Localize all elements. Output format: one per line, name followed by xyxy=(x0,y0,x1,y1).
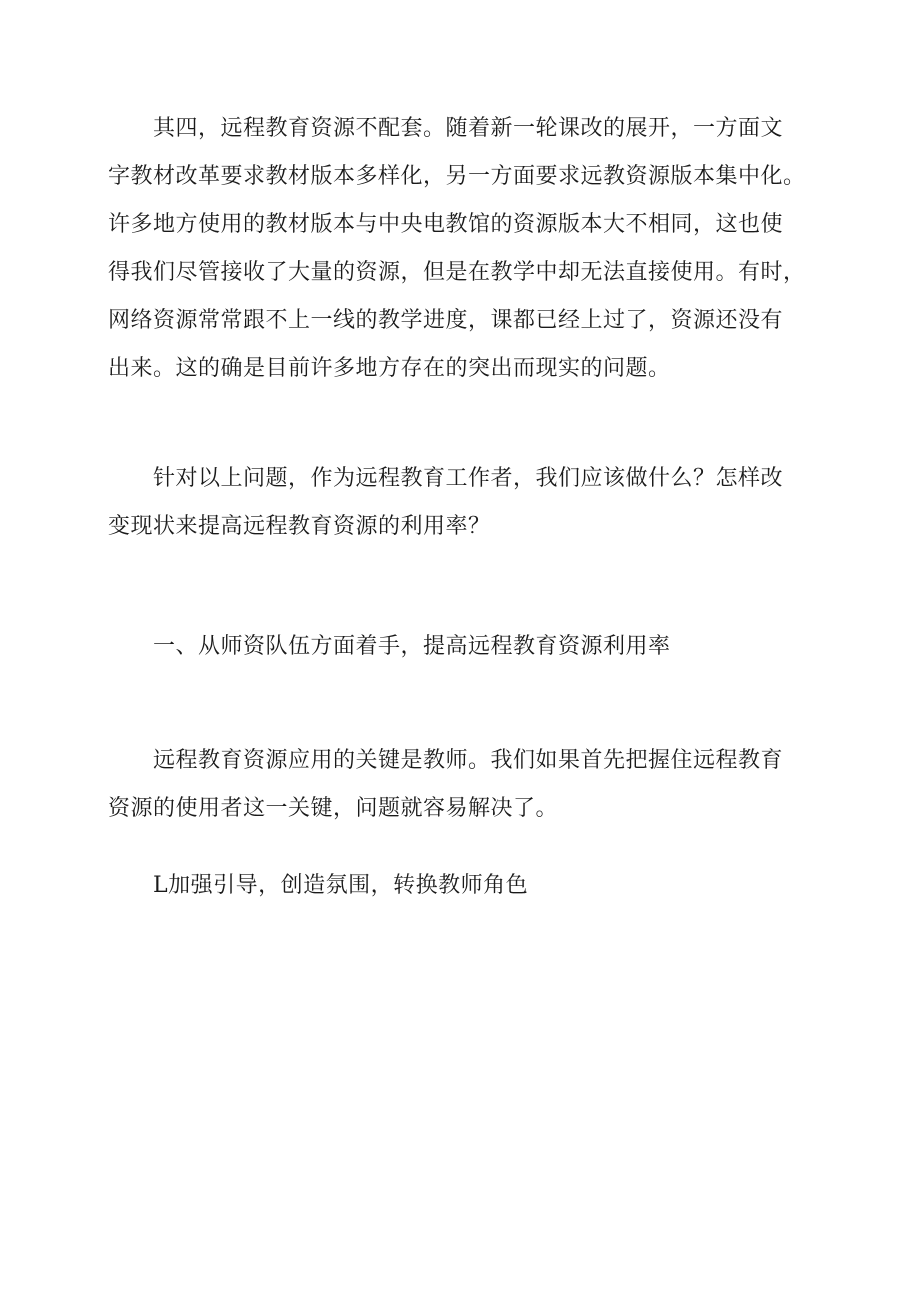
paragraph-line: 远程教育资源应用的关键是教师。我们如果首先把握住远程教育 xyxy=(153,748,784,773)
paragraph-question xyxy=(108,455,808,551)
paragraph-line: 许多地方使用的教材版本与中央电教馆的资源版本大不相同，这也使 xyxy=(108,212,784,237)
paragraph-line: 出来。这的确是目前许多地方存在的突出而现实的问题。 xyxy=(108,356,671,381)
paragraph-line: 得我们尽管接收了大量的资源，但是在教学中却无法直接使用。有时， xyxy=(108,260,806,285)
paragraph-resources-mismatch xyxy=(108,105,808,393)
subsection-heading-text: L加强引导，创造氛围，转换教师角色 xyxy=(153,873,529,898)
paragraph-line: 网络资源常常跟不上一线的教学进度，课都已经上过了，资源还没有 xyxy=(108,308,784,333)
section-heading-text: 一、从师资队伍方面着手，提高远程教育资源利用率 xyxy=(153,634,671,659)
paragraph-line: 变现状来提高远程教育资源的利用率？ xyxy=(108,514,491,539)
paragraph-line: 字教材改革要求教材版本多样化，另一方面要求远教资源版本集中化。 xyxy=(108,164,806,189)
paragraph-teacher-key xyxy=(108,737,808,833)
subsection-heading xyxy=(108,862,808,910)
paragraph-line: 针对以上问题，作为远程教育工作者，我们应该做什么？怎样改 xyxy=(153,466,784,491)
paragraph-line: 资源的使用者这一关键，问题就容易解决了。 xyxy=(108,796,559,821)
paragraph-line: 其四，远程教育资源不配套。随着新一轮课改的展开，一方面文 xyxy=(153,116,784,141)
section-heading xyxy=(108,623,808,671)
